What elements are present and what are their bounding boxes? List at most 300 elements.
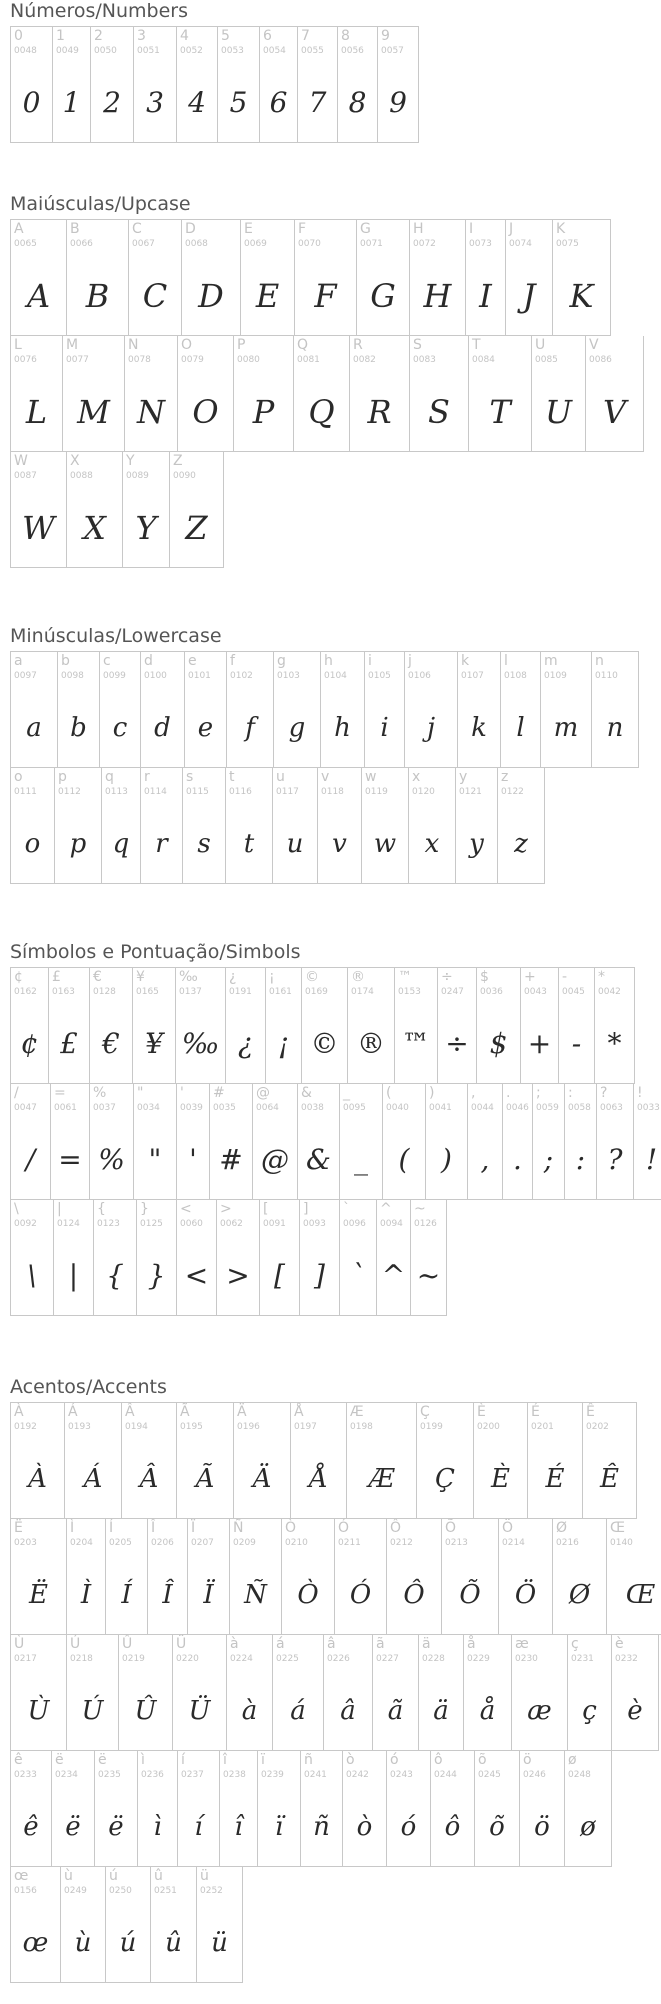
glyph-character-label: H (413, 221, 424, 237)
glyph-code-label: 0156 (14, 1886, 37, 1896)
glyph-code-label: 0197 (294, 1422, 317, 1432)
glyph-sample: ® (357, 1027, 385, 1060)
glyph-sample: | (68, 1259, 79, 1292)
glyph-character-label: ¢ (14, 969, 23, 985)
glyph-sample: Ä (252, 1464, 272, 1494)
glyph-code-label: 0098 (61, 671, 84, 681)
glyph-code-label: 0034 (137, 1103, 160, 1113)
glyph-sample: ¢ (20, 1027, 39, 1060)
glyph-cell (67, 220, 129, 336)
glyph-sample: â (340, 1696, 356, 1726)
glyph-cell (133, 968, 176, 1084)
glyph-code-label: 0044 (471, 1103, 494, 1113)
glyph-character-label: & (301, 1085, 312, 1101)
glyph-character-label: < (180, 1201, 192, 1217)
glyph-character-label: C (132, 221, 142, 237)
glyph-code-label: 0246 (523, 1770, 546, 1780)
glyph-code-label: 0062 (220, 1219, 243, 1229)
glyph-code-label: 0120 (412, 787, 435, 797)
glyph-code-label: 0236 (141, 1770, 164, 1780)
glyph-character-label: : (568, 1085, 573, 1101)
glyph-sample: p (69, 829, 87, 859)
glyph-sample: ì (153, 1812, 162, 1842)
glyph-code-label: 0105 (368, 671, 391, 681)
glyph-sample: ô (444, 1812, 461, 1842)
glyph-cell (298, 1084, 340, 1200)
glyph-character-label: 9 (381, 28, 390, 44)
glyph-character-label: ü (200, 1868, 209, 1884)
glyph-character-label: Ã (180, 1404, 190, 1420)
glyph-sample: É (545, 1464, 565, 1494)
glyph-cell (498, 768, 545, 884)
glyph-character-label: Â (125, 1404, 135, 1420)
glyph-cell (583, 1403, 637, 1519)
glyph-code-label: 0235 (98, 1770, 121, 1780)
glyph-code-label: 0210 (285, 1538, 308, 1548)
glyph-character-label: w (365, 769, 377, 785)
glyph-sample: % (98, 1143, 125, 1176)
glyph-character-label: F (298, 221, 307, 237)
glyph-sample: c (112, 713, 128, 743)
glyph-sample: I (479, 277, 492, 315)
glyph-code-label: 0085 (535, 355, 558, 365)
glyph-sample: * (607, 1027, 622, 1060)
glyph-sample: E (255, 277, 280, 315)
glyph-character-label: D (185, 221, 196, 237)
glyph-character-label: + (524, 969, 536, 985)
glyph-character-label: [ (263, 1201, 269, 1217)
glyph-sample: ò (356, 1812, 373, 1842)
glyph-character-label: ; (536, 1085, 541, 1101)
glyph-code-label: 0232 (615, 1654, 638, 1664)
glyph-code-label: 0048 (14, 46, 37, 56)
glyph-sample: æ (527, 1696, 552, 1726)
glyph-sample: l (516, 713, 525, 743)
glyph-sample: Q (308, 393, 335, 431)
glyph-sample: £ (60, 1027, 78, 1060)
glyph-sample: Ñ (244, 1580, 267, 1610)
glyph-code-label: 0231 (571, 1654, 594, 1664)
glyph-grid (10, 1402, 661, 1983)
glyph-code-label: 0251 (154, 1886, 177, 1896)
glyph-sample: Õ (459, 1580, 481, 1610)
glyph-row (10, 1751, 612, 1867)
glyph-cell (301, 1751, 343, 1867)
glyph-row (10, 967, 635, 1084)
glyph-cell (49, 968, 90, 1084)
glyph-cell (65, 1403, 122, 1519)
glyph-code-label: 0228 (422, 1654, 445, 1664)
glyph-character-label: 2 (94, 28, 103, 44)
glyph-sample: Y (135, 509, 157, 547)
glyph-character-label: Y (126, 453, 135, 469)
glyph-character-label: ù (64, 1868, 73, 1884)
glyph-sample: ó (400, 1812, 417, 1842)
glyph-character-label: ø (568, 1752, 577, 1768)
charset-section (10, 193, 644, 568)
glyph-sample: t (243, 829, 255, 859)
glyph-character-label: S (413, 337, 422, 353)
glyph-code-label: 0086 (589, 355, 612, 365)
glyph-sample: = (58, 1143, 82, 1176)
glyph-character-label: œ (14, 1868, 29, 1884)
glyph-code-label: 0121 (459, 787, 482, 797)
glyph-character-label: Æ (350, 1404, 364, 1420)
glyph-character-label: " (137, 1085, 144, 1101)
glyph-character-label: õ (478, 1752, 487, 1768)
glyph-cell (387, 1519, 442, 1635)
glyph-character-label: Õ (445, 1520, 457, 1536)
glyph-sample: N (137, 393, 165, 431)
glyph-cell (63, 336, 125, 452)
glyph-cell (134, 27, 177, 143)
glyph-character-label: 5 (221, 28, 230, 44)
glyph-cell (176, 968, 226, 1084)
glyph-character-label: b (61, 653, 70, 669)
glyph-character-label: n (595, 653, 604, 669)
glyph-cell (129, 220, 182, 336)
glyph-cell (11, 336, 63, 452)
glyph-sample: + (527, 1027, 552, 1060)
glyph-sample: v (332, 829, 347, 859)
glyph-sample: / (25, 1143, 36, 1176)
glyph-character-label: è (615, 1636, 624, 1652)
glyph-cell (230, 1519, 282, 1635)
glyph-cell (11, 1751, 52, 1867)
glyph-code-label: 0122 (501, 787, 524, 797)
glyph-sample: X (83, 509, 106, 547)
glyph-code-label: 0123 (97, 1219, 120, 1229)
glyph-sample: " (148, 1143, 162, 1176)
glyph-cell (475, 1751, 520, 1867)
glyph-code-label: 0076 (14, 355, 37, 365)
glyph-character-label: ë (98, 1752, 107, 1768)
section-title: Símbolos e Pontuação/Simbols (10, 941, 301, 963)
glyph-sample: _ (354, 1143, 368, 1176)
glyph-cell (173, 1635, 227, 1751)
glyph-code-label: 0090 (173, 471, 196, 481)
glyph-code-label: 0237 (181, 1770, 204, 1780)
glyph-sample: V (602, 393, 627, 431)
glyph-sample: Â (139, 1464, 159, 1494)
glyph-cell (468, 1084, 503, 1200)
glyph-cell (61, 1867, 106, 1983)
glyph-sample: 9 (389, 86, 407, 119)
glyph-code-label: 0140 (610, 1538, 633, 1548)
glyph-code-label: 0125 (140, 1219, 163, 1229)
glyph-character-label: } (140, 1201, 149, 1217)
glyph-cell (11, 1635, 67, 1751)
glyph-character-label: € (93, 969, 102, 985)
glyph-cell (91, 27, 134, 143)
glyph-character-label: ™ (398, 969, 412, 985)
glyph-character-label: l (504, 653, 508, 669)
glyph-cell (282, 1519, 335, 1635)
glyph-cell (226, 768, 273, 884)
glyph-code-label: 0036 (480, 987, 503, 997)
charset-section (10, 1376, 661, 1983)
glyph-sample: Œ (625, 1580, 656, 1610)
glyph-character-label: f (230, 653, 235, 669)
glyph-character-label: Ø (556, 1520, 568, 1536)
glyph-code-label: 0209 (233, 1538, 256, 1548)
glyph-sample: ‰ (181, 1027, 220, 1060)
glyph-cell (183, 768, 226, 884)
glyph-character-label: ë (55, 1752, 64, 1768)
glyph-sample: . (513, 1143, 522, 1176)
glyph-sample: H (423, 277, 452, 315)
glyph-code-label: 0074 (509, 239, 532, 249)
glyph-cell (512, 1635, 568, 1751)
glyph-character-label: ' (180, 1085, 184, 1101)
glyph-row (10, 452, 224, 568)
glyph-cell (51, 1084, 90, 1200)
glyph-character-label: É (531, 1404, 540, 1420)
glyph-sample: ñ (313, 1812, 330, 1842)
glyph-cell (528, 1403, 583, 1519)
glyph-cell (405, 652, 458, 768)
glyph-cell (318, 768, 362, 884)
glyph-character-label: ( (386, 1085, 392, 1101)
glyph-code-label: 0114 (144, 787, 167, 797)
glyph-character-label: 4 (180, 28, 189, 44)
glyph-sample: 1 (62, 86, 81, 119)
glyph-character-label: i (368, 653, 372, 669)
glyph-code-label: 0107 (461, 671, 484, 681)
glyph-sample: y (469, 829, 484, 859)
glyph-character-label: m (544, 653, 558, 669)
glyph-sample: : (575, 1143, 586, 1176)
glyph-code-label: 0104 (324, 671, 347, 681)
glyph-sample: á (290, 1696, 306, 1726)
glyph-cell (377, 1200, 411, 1316)
glyph-character-label: U (535, 337, 546, 353)
glyph-sample: A (26, 277, 51, 315)
glyph-cell (410, 220, 466, 336)
glyph-cell (419, 1635, 464, 1751)
glyph-sample: > (226, 1259, 250, 1292)
glyph-cell (501, 652, 541, 768)
glyph-sample: È (491, 1464, 510, 1494)
glyph-cell (53, 27, 91, 143)
glyph-code-label: 0116 (229, 787, 252, 797)
section-title: Acentos/Accents (10, 1376, 167, 1398)
glyph-cell (178, 336, 234, 452)
glyph-character-label: ã (376, 1636, 385, 1652)
glyph-cell (125, 336, 178, 452)
glyph-code-label: 0252 (200, 1886, 223, 1896)
glyph-code-label: 0092 (14, 1219, 37, 1229)
glyph-character-label: _ (343, 1085, 350, 1101)
glyph-cell (607, 1519, 661, 1635)
glyph-code-label: 0046 (506, 1103, 529, 1113)
glyph-sample: } (147, 1259, 166, 1292)
glyph-code-label: 0079 (181, 355, 204, 365)
glyph-cell (151, 1867, 197, 1983)
glyph-cell (106, 1519, 148, 1635)
glyph-character-label: 0 (14, 28, 23, 44)
glyph-code-label: 0052 (180, 46, 203, 56)
glyph-row (10, 1200, 447, 1316)
glyph-sample: Í (121, 1580, 132, 1610)
glyph-sample: d (154, 713, 171, 743)
glyph-code-label: 0057 (381, 46, 404, 56)
glyph-character-label: Ï (191, 1520, 196, 1536)
glyph-sample: ã (387, 1696, 404, 1726)
glyph-code-label: 0040 (386, 1103, 409, 1113)
glyph-sample: # (219, 1143, 243, 1176)
glyph-character-label: 7 (301, 28, 310, 44)
glyph-cell (106, 1867, 151, 1983)
glyph-character-label: q (105, 769, 114, 785)
glyph-code-label: 0161 (269, 987, 292, 997)
glyph-sample: ø (580, 1812, 596, 1842)
glyph-character-label: v (321, 769, 330, 785)
glyph-sample: O (192, 393, 219, 431)
glyph-sample: Ì (80, 1580, 92, 1610)
glyph-cell (54, 1200, 94, 1316)
glyph-sample: < (184, 1259, 209, 1292)
glyph-code-label: 0174 (351, 987, 374, 997)
glyph-code-label: 0096 (343, 1219, 366, 1229)
glyph-character-label: ÷ (441, 969, 453, 985)
glyph-sample: 3 (146, 86, 164, 119)
glyph-code-label: 0083 (413, 355, 436, 365)
glyph-cell (11, 1519, 67, 1635)
glyph-character-label: â (327, 1636, 336, 1652)
glyph-sample: s (197, 829, 211, 859)
glyph-sample: ` (351, 1259, 365, 1292)
glyph-sample: 5 (229, 86, 248, 119)
glyph-code-label: 0165 (136, 987, 159, 997)
glyph-cell (559, 968, 595, 1084)
glyph-code-label: 0153 (398, 987, 421, 997)
glyph-cell (338, 27, 378, 143)
glyph-cell (565, 1751, 612, 1867)
glyph-code-label: 0054 (263, 46, 286, 56)
glyph-code-label: 0230 (515, 1654, 538, 1664)
glyph-cell (119, 1635, 173, 1751)
glyph-character-label: Ñ (233, 1520, 244, 1536)
glyph-character-label: W (14, 453, 28, 469)
glyph-code-label: 0195 (180, 1422, 203, 1432)
glyph-cell (11, 27, 53, 143)
glyph-character-label: í (181, 1752, 185, 1768)
glyph-code-label: 0056 (341, 46, 364, 56)
glyph-code-label: 0080 (237, 355, 260, 365)
glyph-cell (218, 27, 260, 143)
glyph-sample: ù (74, 1928, 92, 1958)
glyph-cell (182, 220, 241, 336)
glyph-code-label: 0093 (303, 1219, 326, 1229)
glyph-sample: ? (607, 1143, 623, 1176)
glyph-sample: Û (134, 1696, 157, 1726)
glyph-cell (295, 220, 357, 336)
glyph-row (10, 1519, 661, 1635)
glyph-sample: Î (162, 1580, 173, 1610)
glyph-character-label: t (229, 769, 235, 785)
glyph-cell (466, 220, 506, 336)
glyph-character-label: y (459, 769, 468, 785)
glyph-code-label: 0097 (14, 671, 37, 681)
glyph-cell (260, 27, 298, 143)
glyph-code-label: 0069 (244, 239, 267, 249)
glyph-cell (464, 1635, 512, 1751)
glyph-cell (11, 652, 58, 768)
glyph-code-label: 0089 (126, 471, 149, 481)
glyph-cell (11, 1084, 51, 1200)
glyph-sample: ^ (381, 1259, 406, 1292)
glyph-row (10, 336, 644, 452)
glyph-cell (266, 968, 302, 1084)
charset-section (10, 0, 419, 143)
glyph-character-label: ? (600, 1085, 608, 1101)
glyph-sample: u (286, 829, 304, 859)
glyph-code-label: 0214 (502, 1538, 525, 1548)
glyph-character-label: ‰ (179, 969, 198, 985)
glyph-character-label: Î (151, 1520, 156, 1536)
glyph-row (10, 651, 639, 768)
glyph-sample: T (489, 393, 511, 431)
glyph-cell (474, 1403, 528, 1519)
glyph-cell (177, 27, 218, 143)
glyph-character-label: d (144, 653, 153, 669)
glyph-character-label: E (244, 221, 253, 237)
glyph-cell (340, 1084, 383, 1200)
glyph-character-label: T (472, 337, 481, 353)
glyph-code-label: 0249 (64, 1886, 87, 1896)
glyph-character-label: ^ (380, 1201, 392, 1217)
glyph-cell (347, 1403, 417, 1519)
glyph-code-label: 0099 (103, 671, 126, 681)
glyph-character-label: k (461, 653, 470, 669)
glyph-sample: i (380, 713, 389, 743)
glyph-code-label: 0247 (441, 987, 464, 997)
glyph-cell (123, 452, 170, 568)
glyph-grid (10, 219, 644, 568)
glyph-cell (11, 768, 55, 884)
glyph-character-label: ï (261, 1752, 265, 1768)
glyph-sample: , (480, 1143, 490, 1176)
glyph-cell (477, 968, 521, 1084)
glyph-sample: Ú (81, 1696, 104, 1726)
glyph-cell (177, 1200, 217, 1316)
glyph-cell (324, 1635, 373, 1751)
glyph-character-label: Ó (338, 1520, 350, 1536)
glyph-sample: ä (433, 1696, 449, 1726)
glyph-cell (234, 1403, 291, 1519)
glyph-cell (469, 336, 532, 452)
glyph-cell (185, 652, 227, 768)
glyph-cell (273, 1635, 324, 1751)
glyph-sample: ¿ (237, 1027, 253, 1060)
glyph-sample: $ (489, 1027, 508, 1060)
glyph-character-label: Û (122, 1636, 133, 1652)
glyph-code-label: 0055 (301, 46, 324, 56)
glyph-cell (442, 1519, 499, 1635)
glyph-sample: Ê (600, 1464, 619, 1494)
glyph-character-label: ç (571, 1636, 579, 1652)
glyph-character-label: \ (14, 1201, 19, 1217)
glyph-code-label: 0241 (304, 1770, 327, 1780)
glyph-code-label: 0101 (188, 671, 211, 681)
glyph-character-label: r (144, 769, 150, 785)
glyph-code-label: 0201 (531, 1422, 554, 1432)
glyph-character-label: ä (422, 1636, 431, 1652)
glyph-sample: ™ (402, 1027, 430, 1060)
glyph-cell (357, 220, 410, 336)
glyph-character-label: J (509, 221, 514, 237)
